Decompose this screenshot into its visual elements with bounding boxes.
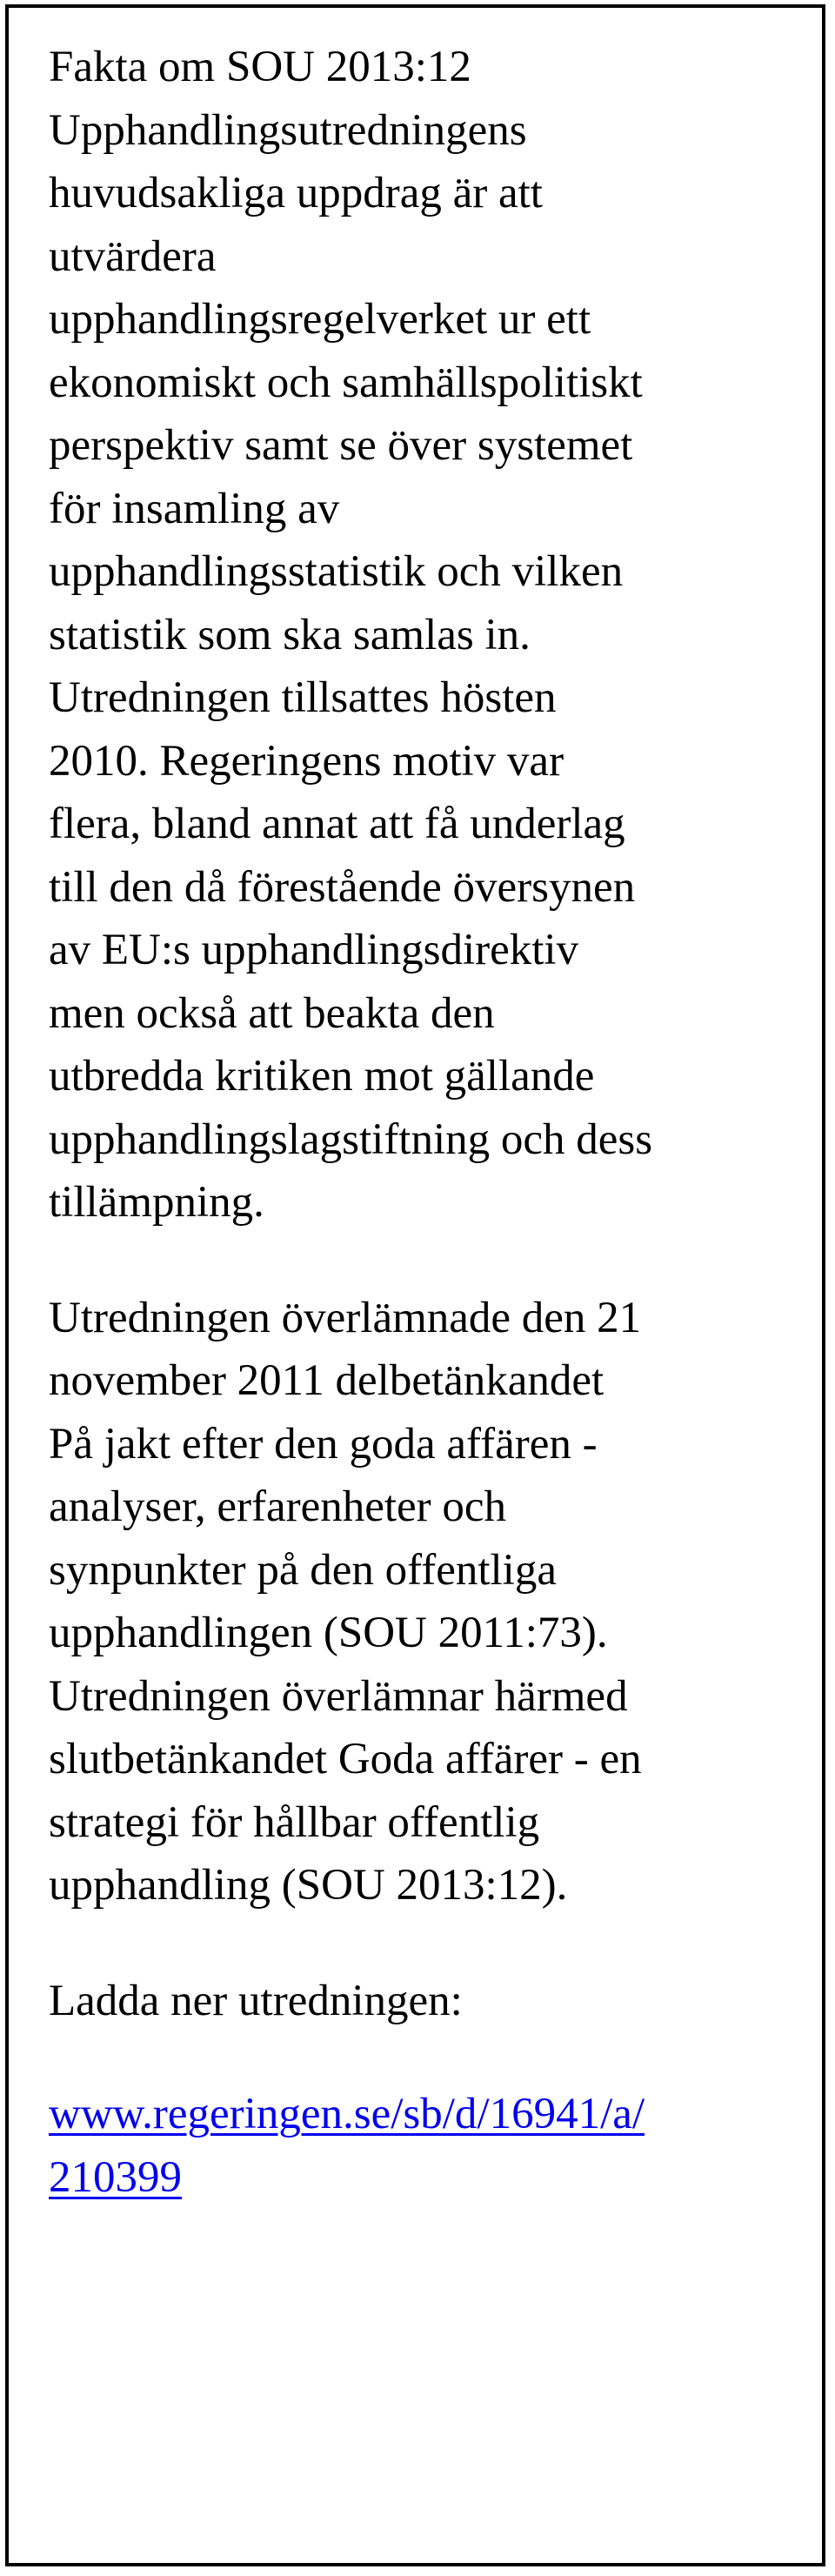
paragraph-line: statistik som ska samlas in. <box>49 610 531 659</box>
paragraph-line: flera, bland annat att få underlag <box>49 800 625 848</box>
fact-box-title: Fakta om SOU 2013:12 <box>49 43 471 91</box>
paragraph-line: till den då förestående översynen <box>49 862 636 912</box>
paragraph-line: tillämpning. <box>49 1178 264 1227</box>
fact-box-content <box>49 36 814 2209</box>
paragraph-submission <box>49 1287 814 1917</box>
paragraph-line: synpunkter på den offentliga <box>49 1545 557 1595</box>
paragraph-line: Utredningen överlämnar härmed <box>49 1671 628 1721</box>
paragraph-line: utbredda kritiken mot gällande <box>49 1052 595 1101</box>
paragraph-line: upphandlingsstatistik och vilken <box>49 547 624 596</box>
paragraph-line: upphandlingsregelverket ur ett <box>49 295 591 344</box>
paragraph-line: Upphandlingsutredningens <box>49 105 527 155</box>
paragraph-line: analyser, erfarenheter och <box>49 1482 507 1531</box>
paragraph-line: upphandling (SOU 2013:12). <box>49 1861 568 1910</box>
paragraph-line: men också att beakta den <box>49 988 495 1038</box>
paragraph-line: Utredningen överlämnade den 21 <box>49 1293 642 1342</box>
paragraph-line: utvärdera <box>49 231 217 281</box>
paragraph-line: huvudsakliga uppdrag är att <box>49 169 543 217</box>
paragraph-description <box>49 99 814 1234</box>
link-line[interactable]: 210399 <box>49 2152 182 2202</box>
report-download-link[interactable] <box>49 2083 814 2209</box>
paragraph-line: ekonomiskt och samhällspolitiskt <box>49 358 643 407</box>
paragraph-spacer <box>49 2032 814 2083</box>
paragraph-line: perspektiv samt se över systemet <box>49 421 633 470</box>
paragraph-line: 2010. Regeringens motiv var <box>49 736 564 786</box>
paragraph-line: Utredningen tillsattes hösten <box>49 673 557 722</box>
download-label: Ladda ner utredningen: <box>49 1976 463 2025</box>
paragraph-line: upphandlingen (SOU 2011:73). <box>49 1609 608 1657</box>
paragraph-line: av EU:s upphandlingsdirektiv <box>49 926 579 974</box>
paragraph-line: På jakt efter den goda affären - <box>49 1419 598 1469</box>
paragraph-line: november 2011 delbetänkandet <box>49 1356 605 1405</box>
fact-box <box>5 4 825 2566</box>
paragraph-spacer <box>49 1917 814 1970</box>
paragraph-line: upphandlingslagstiftning och dess <box>49 1114 653 1164</box>
paragraph-spacer <box>49 1234 814 1287</box>
paragraph-line: för insamling av <box>49 484 340 533</box>
link-line[interactable]: www.regeringen.se/sb/d/16941/a/ <box>49 2090 645 2138</box>
paragraph-line: slutbetänkandet Goda affärer - en <box>49 1735 642 1783</box>
paragraph-line: strategi för hållbar offentlig <box>49 1797 540 1847</box>
